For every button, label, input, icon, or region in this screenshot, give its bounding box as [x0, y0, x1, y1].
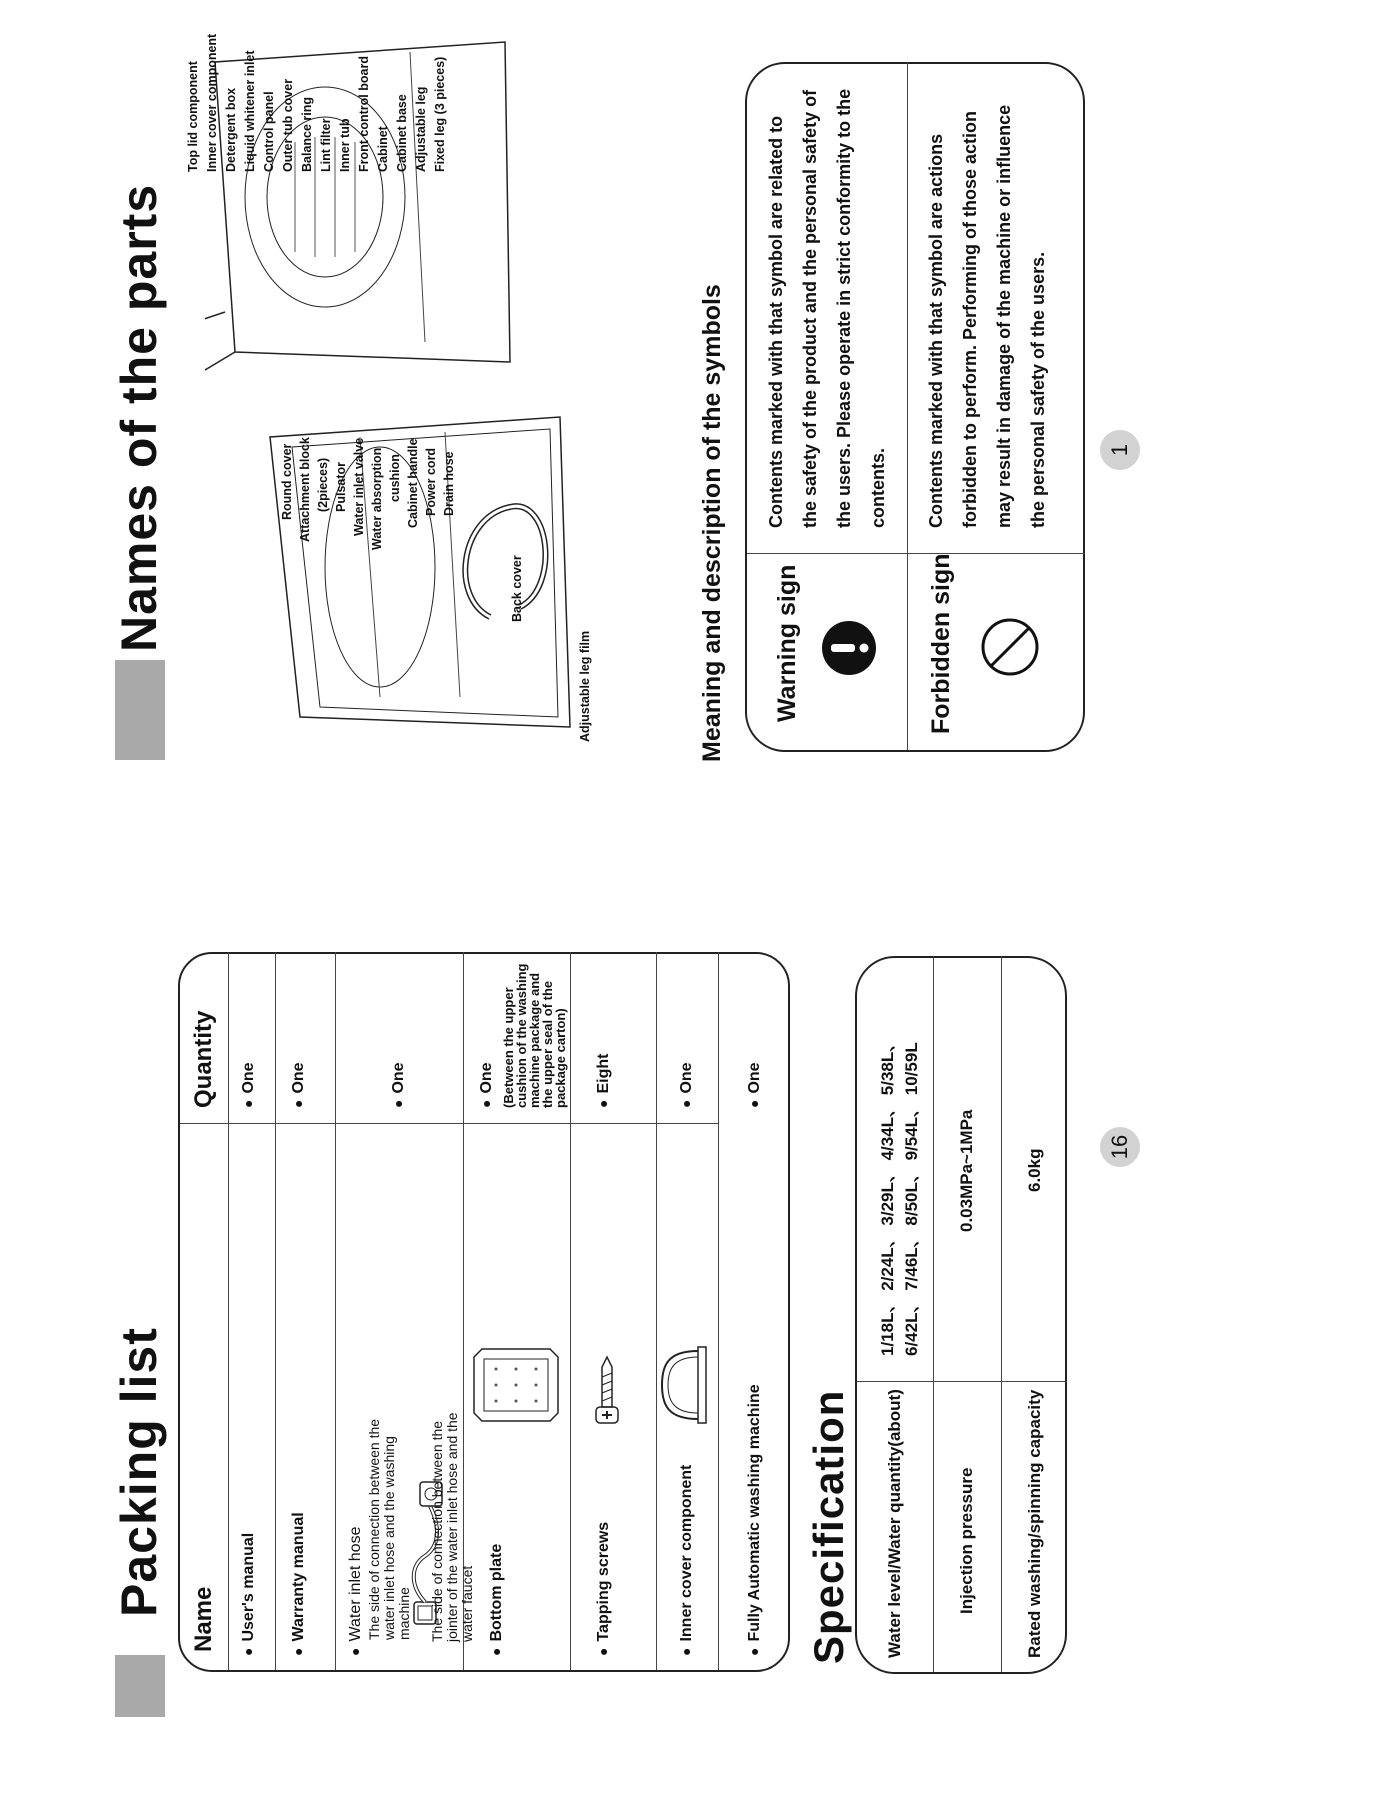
row-qty-bottom-plate: ● One [478, 1062, 496, 1108]
spec-water-level-line1: 1/18L、 2/24L、 3/29L、 4/34L、 5/38L、 [878, 1034, 897, 1356]
warning-sign-label: Warning sign [773, 564, 801, 722]
row-qty-inner-cover: ● One [678, 1062, 696, 1108]
part-label-cabinet-base: Cabinet base [395, 94, 409, 172]
part-label-front-control-board: Front control board [357, 56, 371, 172]
warning-icon [819, 618, 879, 678]
spec-label-water-level: Water level/Water quantity(about) [885, 1389, 904, 1658]
page-number-1: 1 [1100, 430, 1140, 470]
header-name: Name [190, 1586, 217, 1652]
row-qty-washing-machine: ● One [746, 1062, 764, 1108]
part-label-adjustable-leg-film: Adjustable leg film [578, 630, 592, 742]
part-label-pulsator: Pulsator [334, 461, 348, 512]
spec-value-injection: 0.03MPa~1MPa [957, 1109, 976, 1232]
part-label-fixed-leg: Fixed leg (3 pieces) [433, 56, 447, 172]
row-qty-hose: ● One [390, 1062, 408, 1108]
warning-description: Contents marked with that symbol are related to the safety of the product and the personal safety of the users. Please operate in strict conformity to the contents. [766, 88, 888, 528]
specification-title: Specification [805, 1389, 852, 1664]
names-of-parts-title: Names of the parts [111, 183, 167, 652]
spec-label-injection: Injection pressure [957, 1467, 976, 1614]
bottom-plate-illustration [468, 1345, 564, 1425]
row-name-tapping-screws: ● Tapping screws [595, 1522, 613, 1656]
row-name-inner-cover: ● Inner cover component [678, 1465, 696, 1656]
forbidden-description: Contents marked with that symbol are actions forbidden to perform. Performing of those action may result in damage of the machine or influence the personal safety of the users. [926, 104, 1048, 528]
part-label-cabinet: Cabinet [376, 126, 390, 172]
part-label-round-cover: Round cover [280, 443, 294, 520]
page-number-16: 16 [1100, 1127, 1140, 1167]
part-label-balance-ring: Balance ring [300, 96, 314, 172]
part-label-outer-tub-cover: Outer tub cover [281, 78, 295, 172]
specification-table [855, 956, 1067, 1674]
part-label-power-cord: Power cord [424, 447, 438, 516]
spec-value-capacity: 6.0kg [1025, 1148, 1044, 1192]
title-accent-bar-2 [115, 660, 165, 760]
part-label-control-panel: Control panel [262, 91, 276, 172]
part-label-inner-tub: Inner tub [338, 118, 352, 172]
spec-water-level-line2: 6/42L、 7/46L、 8/50L、 9/54L、 10/59L [902, 1042, 921, 1356]
part-label-top-lid: Top lid component [186, 61, 200, 172]
row-qty-users-manual: ● One [240, 1062, 258, 1108]
part-label-cabinet-handle: Cabinet handle [406, 438, 420, 528]
bottom-plate-location-note: (Between the upper cushion of the washing machine package and the upper seal of the package carton) [501, 963, 568, 1108]
hose-note-faucet-side: The side of connection between the jointer of the water inlet hose and the water faucet [429, 1412, 475, 1642]
inner-cover-illustration [658, 1345, 716, 1425]
row-qty-warranty: ● One [290, 1062, 308, 1108]
part-label-inner-cover: Inner cover component [205, 33, 219, 172]
packing-list-title: Packing list [111, 1327, 167, 1617]
part-label-water-absorption: Water absorption [370, 447, 384, 550]
forbidden-icon [979, 616, 1041, 678]
row-name-washing-machine: ● Fully Automatic washing machine [746, 1384, 764, 1656]
part-label-drain-hose: Drain hose [442, 451, 456, 516]
part-label-lint-filter: Lint filter [319, 118, 333, 172]
part-label-cushion: cushion [388, 454, 402, 502]
part-label-detergent-box: Detergent box [224, 87, 238, 172]
row-name-warranty: ● Warranty manual [290, 1512, 308, 1656]
forbidden-sign-label: Forbidden sign [927, 553, 955, 734]
row-name-hose: ● Water inlet hose [347, 1527, 365, 1656]
symbols-table [745, 62, 1085, 752]
packing-table [178, 952, 790, 1672]
tapping-screw-illustration [592, 1355, 622, 1425]
part-label-water-inlet-valve: Water inlet valve [352, 437, 366, 536]
part-label-2pieces: (2pieces) [316, 457, 330, 512]
header-quantity: Quantity [190, 1010, 217, 1108]
hose-note-machine-side: The side of connection between the water inlet hose and the washing machine [366, 1418, 412, 1640]
part-label-adjustable-leg: Adjustable leg [414, 86, 428, 172]
part-label-attachment-block: Attachment block [298, 437, 312, 542]
part-label-liquid-whitener: Liquid whitener inlet [243, 50, 257, 172]
part-label-back-cover: Back cover [510, 555, 524, 622]
title-accent-bar [115, 1655, 165, 1717]
row-name-users-manual: ● User's manual [240, 1533, 258, 1656]
symbols-title: Meaning and description of the symbols [698, 284, 726, 762]
row-name-bottom-plate: ● Bottom plate [488, 1544, 506, 1656]
spec-label-capacity: Rated washing/spinning capacity [1025, 1389, 1044, 1658]
row-qty-tapping-screws: ● Eight [595, 1054, 613, 1108]
